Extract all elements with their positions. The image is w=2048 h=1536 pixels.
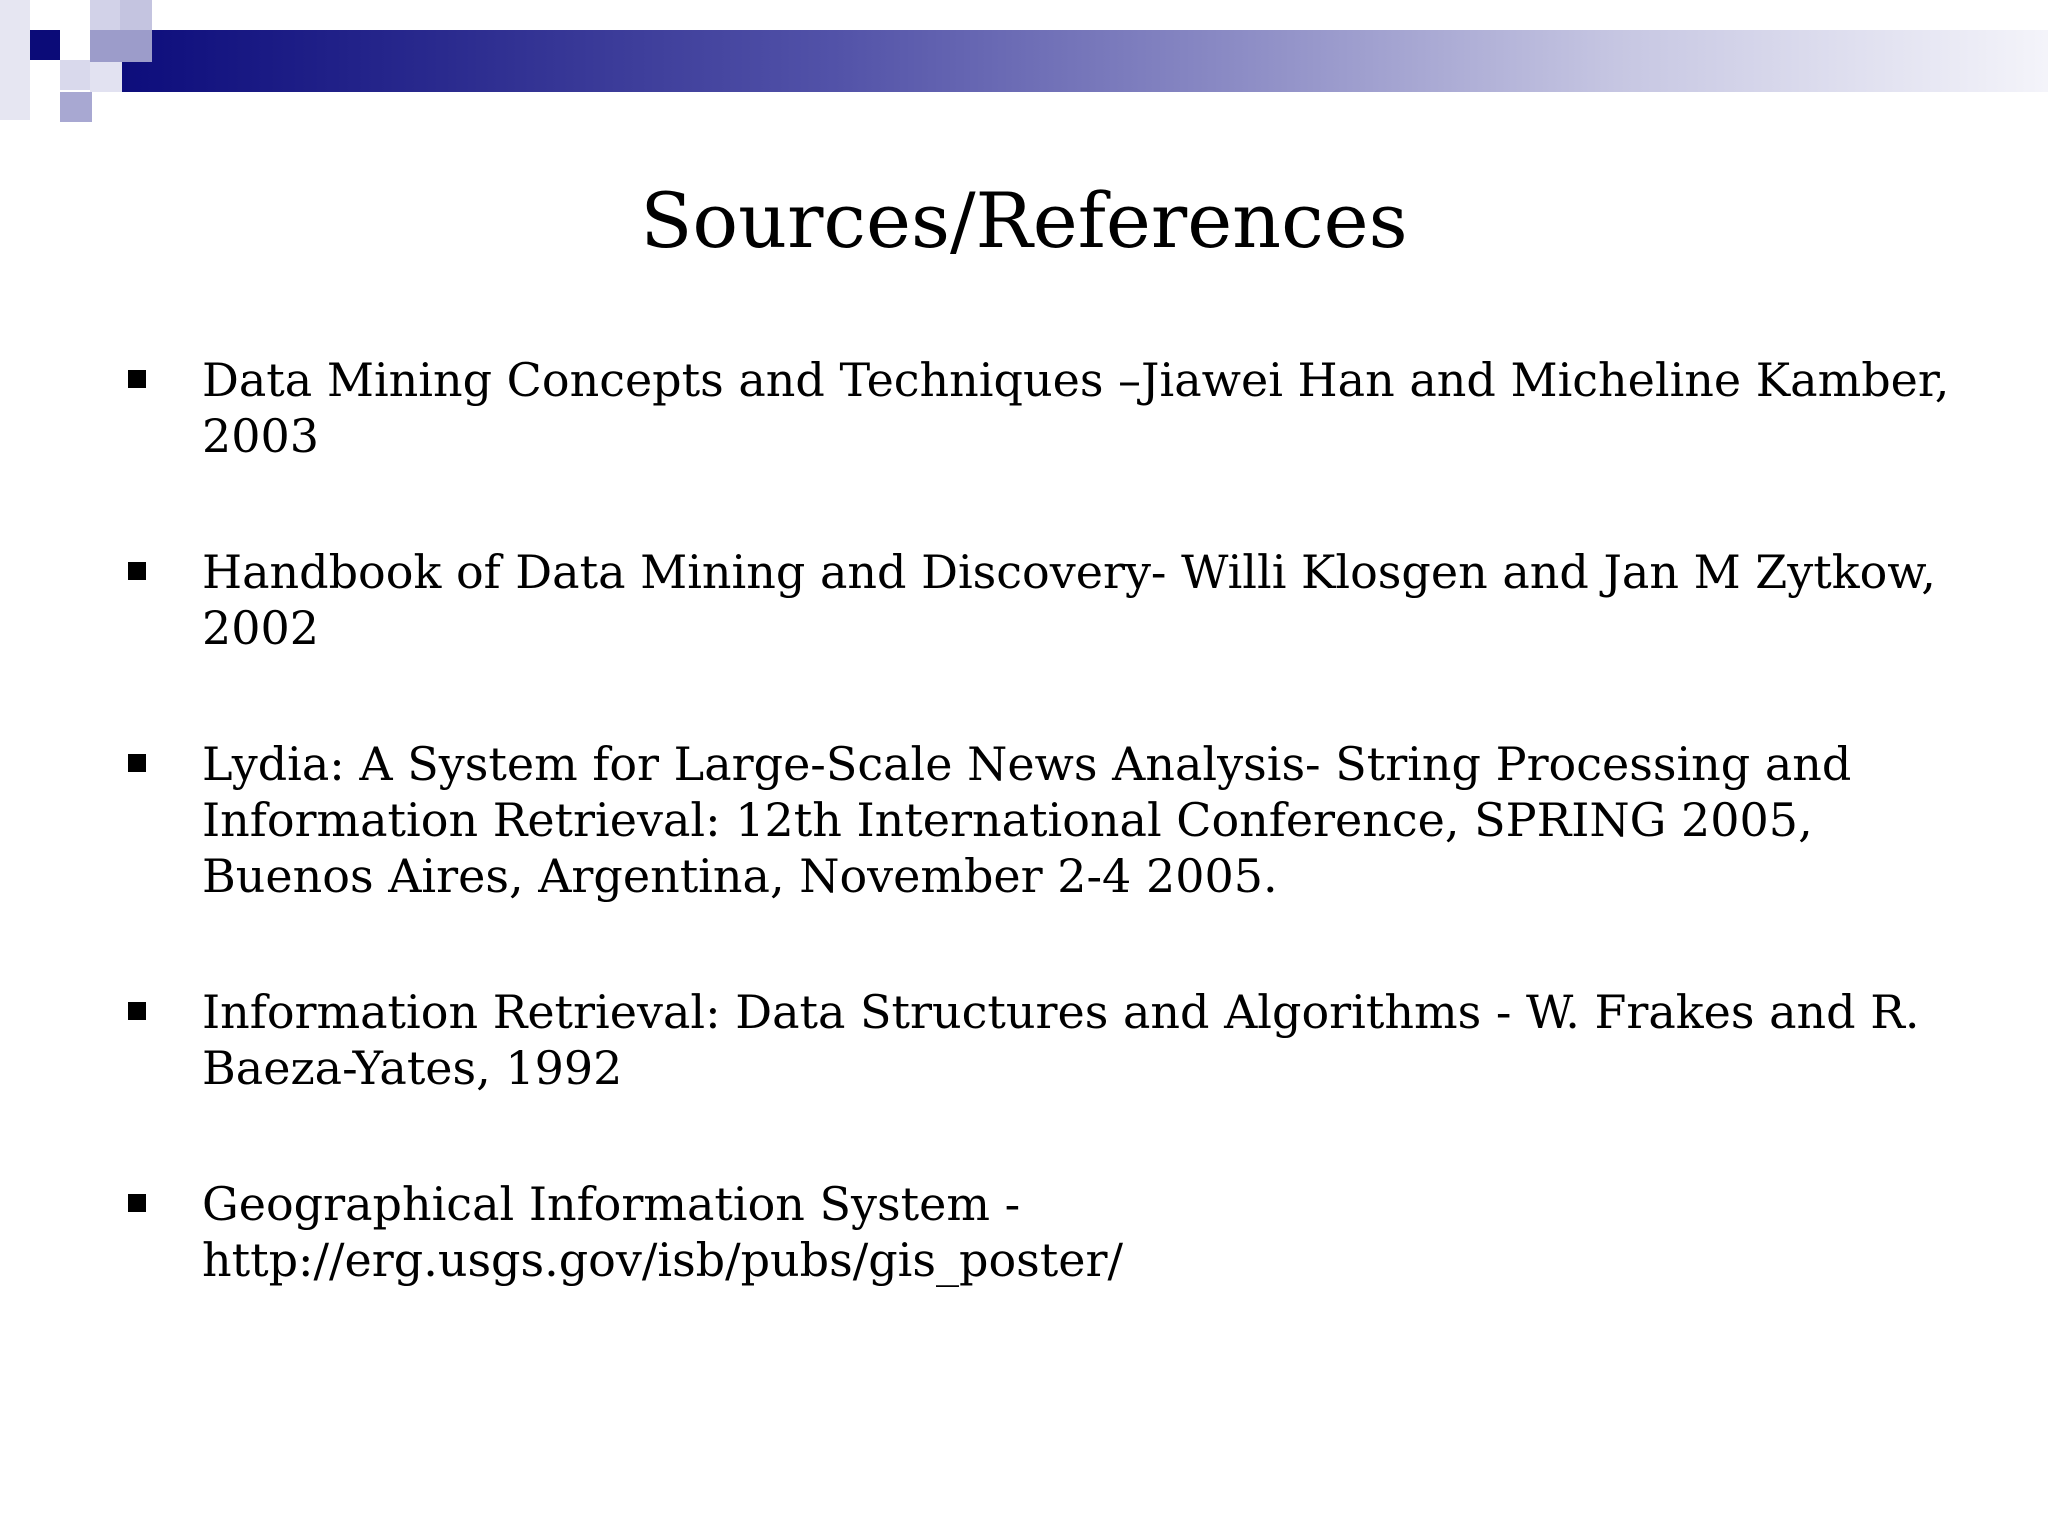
decorative-square — [0, 0, 30, 120]
reference-text: Information Retrieval: Data Structures and Algorithms - W. Frakes and R. Baeza-Yates, 1992 — [202, 985, 1920, 1095]
reference-text: Lydia: A System for Large-Scale News Analysis- String Processing and Information Retrieval: 12th International Conference, SPRING 2005, Buenos Aires, Argentina, November 2-4 2005. — [202, 737, 1852, 903]
decorative-square — [90, 62, 122, 92]
reference-text: Data Mining Concepts and Techniques –Jiawei Han and Micheline Kamber, 2003 — [202, 353, 1950, 463]
decorative-square — [90, 30, 152, 62]
square-bullet-icon — [128, 1002, 146, 1020]
reference-list — [120, 352, 1960, 1368]
square-bullet-icon — [128, 562, 146, 580]
slide-title: Sources/References — [640, 176, 1408, 265]
square-bullet-icon — [128, 754, 146, 772]
decorative-square — [30, 30, 60, 60]
decorative-square — [60, 92, 92, 122]
square-bullet-icon — [128, 1194, 146, 1212]
reference-text: Geographical Information System - http://erg.usgs.gov/isb/pubs/gis_poster/ — [202, 1177, 1123, 1287]
reference-item — [120, 544, 1960, 656]
decorative-square — [60, 60, 90, 90]
reference-text: Handbook of Data Mining and Discovery- Willi Klosgen and Jan M Zytkow, 2002 — [202, 545, 1936, 655]
decorative-square — [120, 0, 152, 30]
header-gradient-band — [90, 30, 2048, 92]
reference-item — [120, 736, 1960, 904]
reference-item — [120, 352, 1960, 464]
reference-item — [120, 984, 1960, 1096]
square-bullet-icon — [128, 370, 146, 388]
reference-item — [120, 1176, 1960, 1288]
